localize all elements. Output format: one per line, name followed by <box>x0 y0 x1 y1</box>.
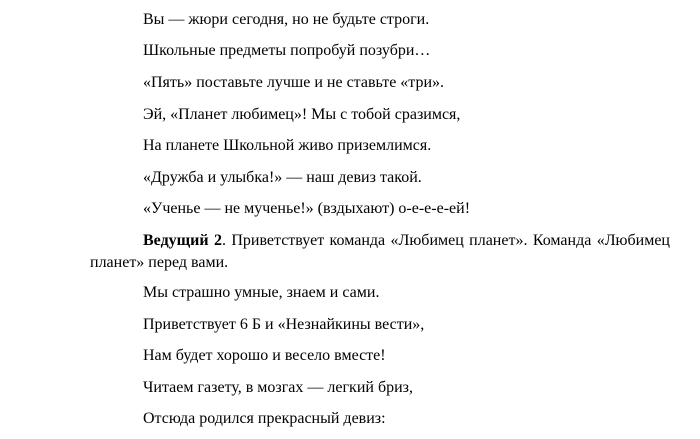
speaker-name: Ведущий 2 <box>143 232 222 249</box>
verse-line: Эй, «Планет любимец»! Мы с тобой сразимся, <box>143 106 461 123</box>
verse-line: Школьные предметы попробуй позубри… <box>143 42 431 59</box>
verse-line: Отсюда родился прекрасный девиз: <box>143 410 386 427</box>
verse-line: «Дружба и улыбка!» — наш девиз такой. <box>143 169 422 186</box>
verse-line: «Ученье — не мученье!» (вздыхают) о-е-е-е-ей! <box>143 200 471 217</box>
verse-line: «Пять» поставьте лучше и не ставьте «три». <box>143 74 445 91</box>
verse-line: На планете Школьной живо приземлимся. <box>143 137 432 154</box>
verse-line: Читаем газету, в мозгах — легкий бриз, <box>143 379 413 396</box>
verse-line: Приветствует 6 Б и «Незнайкины вести», <box>143 316 425 333</box>
host-paragraph <box>90 230 670 274</box>
host-paragraph-text: . Приветствует команда «Любимец планет». Команда «Любимец планет» перед вами. <box>90 232 670 271</box>
verse-line: Мы страшно умные, знаем и сами. <box>143 284 380 301</box>
verse-line: Нам будет хорошо и весело вместе! <box>143 347 386 364</box>
verse-line: Вы — жюри сегодня, но не будьте строги. <box>143 11 430 28</box>
